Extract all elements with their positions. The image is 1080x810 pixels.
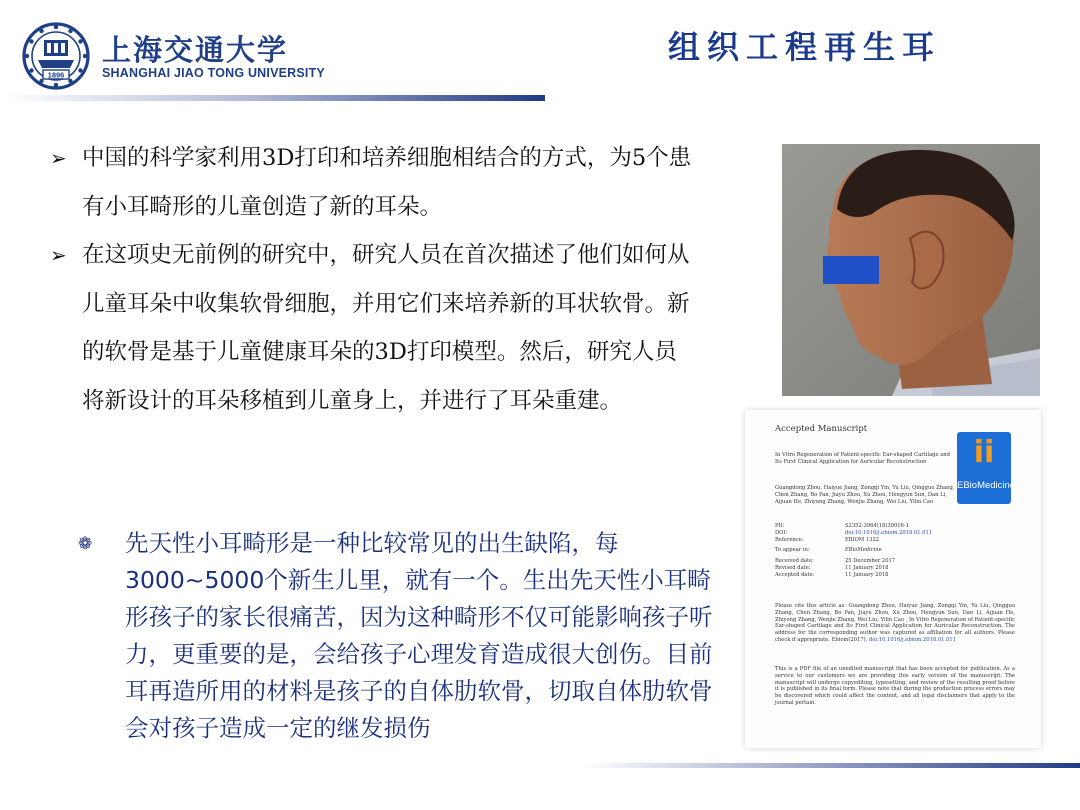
meta-label: DOI: — [775, 529, 788, 536]
bullet-text: 在这项史无前例的研究中，研究人员在首次描述了他们如何从儿童耳朵中收集软骨细胞，并用它们来培养新的耳状软骨。新的软骨是基于儿童健康耳朵的3D打印模型。然后，研究人员将新设计的耳朵移植到儿童身上，并进行了耳朵重建。 — [82, 242, 690, 414]
journal-logo — [957, 432, 1016, 504]
footer-divider — [580, 763, 1080, 768]
bullet-item — [48, 134, 698, 231]
manuscript-disclaimer: This is a PDF file of an unedited manuscript that has been accepted for publication. As a service to our customers we are providing this early version of the manuscript. The manuscript will undergo copyediting, typesetting, and review of the resulting proof before it is published in its final form. Please note that during the production process errors may be discovered which could affect the content, and all legal disclaimers that apply to the journal pertain. — [775, 666, 1015, 706]
meta-value: 11 January 2018 — [845, 564, 889, 571]
flower-bullet-icon: ❁ — [78, 534, 93, 554]
meta-label: To appear in: — [775, 547, 810, 554]
arrow-bullet-icon: ➢ — [50, 243, 67, 267]
arrow-bullet-icon: ➢ — [50, 146, 67, 170]
meta-label: PII: — [775, 523, 785, 529]
manuscript-cover — [745, 410, 1041, 748]
doi-link[interactable]: doi:10.1016/j.ebiom.2018.01.011 — [845, 529, 933, 536]
logo-year: 1896 — [47, 70, 65, 80]
note-text: 先天性小耳畸形是一种比较常见的出生缺陷，每3000~5000个新生儿里，就有一个。生出先天性小耳畸形孩子的家长很痛苦，因为这种畸形不仅可能影响孩子听力，更重要的是，会给孩子心理发育造成很大创伤。目前耳再造所用的材料是孩子的自体肋软骨，切取自体肋软骨会对孩子造成一定的继发损伤 — [125, 529, 713, 742]
meta-value: EBIOM 1322 — [845, 536, 880, 543]
privacy-bar — [823, 256, 879, 284]
meta-label: Accepted date: — [775, 571, 815, 578]
manuscript-title: In Vitro Regeneration of Patient-specific Ear-shaped Cartilage and Its First Clinical Application for Auricular Reconstruction — [775, 452, 950, 465]
page-title: 组织工程再生耳 — [668, 28, 942, 66]
meta-label: Revised date: — [775, 564, 811, 571]
manuscript-authors: Guangdong Zhou, Haiyue Jiang, Zongqi Yin, Yu Liu, Qingguo Zhang, Chen Zhang, Bo Pan, Jiayu Zhou, Xu Zhou, Hengyun Sun, Dan Li, Aijuan He, Zhiyong Zhang, Wenjie Zhang, Wei Liu, Yilin Cao — [775, 485, 955, 505]
bullet-text: 中国的科学家利用3D打印和培养细胞相结合的方式，为5个患有小耳畸形的儿童创造了新的耳朵。 — [82, 145, 692, 220]
citation-doi-link[interactable]: doi:10.1016/j.ebiom.2018.01.011 — [868, 636, 957, 643]
manuscript-meta — [775, 523, 1015, 579]
meta-label: Received date: — [775, 558, 814, 565]
university-name-en: SHANGHAI JIAO TONG UNIVERSITY — [102, 66, 325, 80]
citation-text: Please cite this article as: Guangdong Zhou, Haiyue Jiang, Zongqi Yin, Yu Liu, Qingguo Zhang, Chen Zhang, Bo Pan, Jiayu Zhou, Xu Zhou, Hengyun Sun, Dan Li, Aijuan He, Zhiyong Zhang, Wenjie Zhang, Wei Liu, Yilin Cao , In Vitro Regeneration of Patient-specific Ear-shaped Cartilage and Its First Clinical Application for Auricular Reconstruction. The address for the corresponding author was captured as affiliation for all authors. Please check if appropriate. Ebiom(2017), — [775, 603, 1015, 643]
bullet-item — [48, 231, 698, 425]
journal-logo-text: EBioMedicine — [957, 480, 1016, 491]
meta-value: EBioMedicine — [845, 547, 882, 554]
bullet-list — [48, 134, 698, 425]
meta-value: 25 December 2017 — [845, 558, 896, 565]
journal-logo-icon: ii — [973, 435, 995, 470]
meta-value: S2352-3964(18)30016-1 — [845, 523, 909, 529]
header-divider — [0, 95, 545, 101]
meta-label: Reference: — [775, 536, 804, 543]
manuscript-citation — [775, 603, 1015, 644]
patient-photo — [782, 144, 1040, 396]
meta-value: 11 January 2018 — [845, 571, 889, 578]
university-logo — [22, 22, 90, 90]
university-name-cn: 上海交通大学 — [102, 33, 289, 67]
manuscript-header: Accepted Manuscript — [775, 424, 868, 434]
